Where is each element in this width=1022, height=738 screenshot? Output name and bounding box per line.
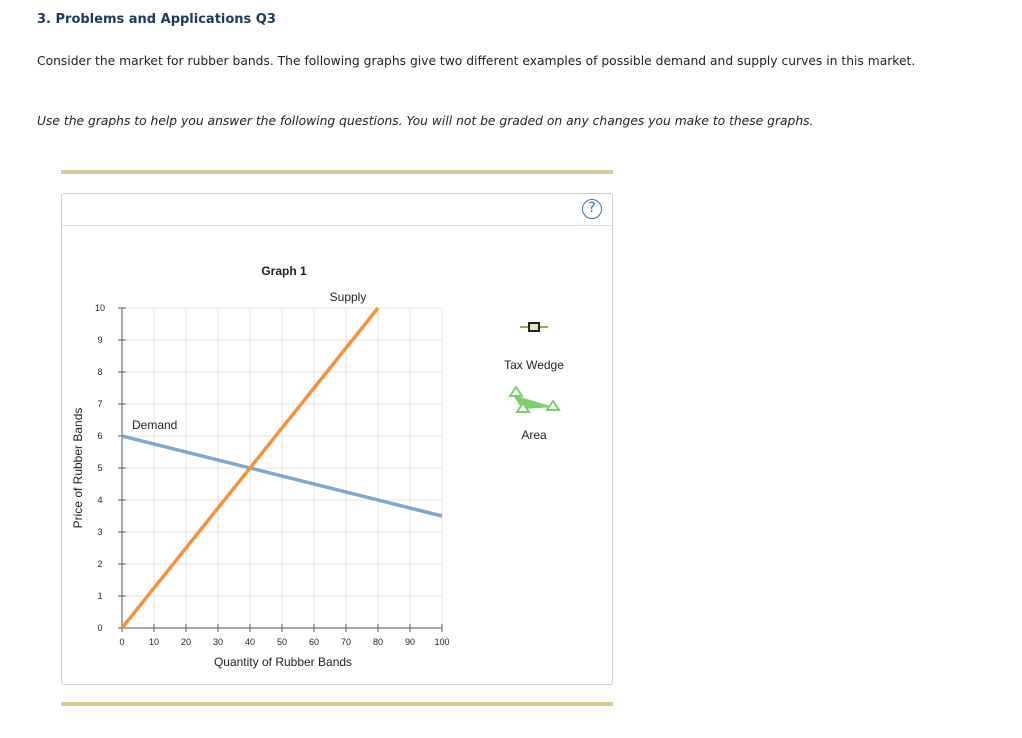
bottom-divider bbox=[61, 702, 613, 706]
x-tick-label: 0 bbox=[119, 637, 125, 647]
axes bbox=[118, 308, 442, 632]
y-tick-label: 3 bbox=[97, 527, 103, 537]
y-tick-label: 6 bbox=[97, 431, 103, 441]
y-tick-label: 4 bbox=[97, 495, 103, 505]
tax-wedge-label: Tax Wedge bbox=[504, 358, 564, 372]
y-tick-label: 0 bbox=[97, 623, 103, 633]
graph-panel bbox=[61, 193, 613, 685]
area-label: Area bbox=[521, 428, 547, 442]
x-tick-label: 30 bbox=[212, 637, 224, 647]
y-axis-label: Price of Rubber Bands bbox=[71, 407, 85, 529]
area-tool[interactable] bbox=[510, 387, 559, 442]
x-tick-label: 50 bbox=[276, 637, 288, 647]
y-tick-label: 9 bbox=[97, 335, 103, 345]
x-tick-label: 80 bbox=[372, 637, 384, 647]
tax-wedge-icon bbox=[529, 323, 539, 331]
y-tick-label: 8 bbox=[97, 367, 103, 377]
top-divider bbox=[61, 170, 613, 174]
y-tick-label: 1 bbox=[97, 591, 103, 601]
area-vertex-right-icon bbox=[547, 401, 559, 410]
x-tick-label: 100 bbox=[434, 637, 450, 647]
chart-title: Graph 1 bbox=[261, 264, 307, 278]
area-icon bbox=[513, 395, 554, 409]
chart-labels bbox=[71, 264, 450, 669]
y-tick-label: 5 bbox=[97, 463, 103, 473]
y-tick-label: 7 bbox=[97, 399, 103, 409]
y-tick-label: 2 bbox=[97, 559, 103, 569]
y-tick-label: 10 bbox=[94, 303, 106, 313]
area-vertex-top-icon bbox=[510, 387, 522, 396]
x-tick-label: 10 bbox=[148, 637, 160, 647]
question-title: 3. Problems and Applications Q3 bbox=[37, 12, 276, 27]
x-tick-label: 90 bbox=[404, 637, 416, 647]
demand-label: Demand bbox=[132, 418, 178, 432]
x-tick-label: 70 bbox=[340, 637, 352, 647]
x-axis-label: Quantity of Rubber Bands bbox=[213, 655, 353, 669]
grid-lines bbox=[122, 308, 442, 628]
x-tick-label: 60 bbox=[308, 637, 320, 647]
x-tick-label: 20 bbox=[180, 637, 192, 647]
question-intro: Consider the market for rubber bands. The following graphs give two different examples of possible demand and supply curves in this market. bbox=[37, 54, 916, 68]
graph-1-chart[interactable] bbox=[62, 194, 612, 684]
supply-label: Supply bbox=[329, 290, 367, 304]
question-instructions: Use the graphs to help you answer the following questions. You will not be graded on any changes you make to these graphs. bbox=[37, 114, 814, 128]
tax-wedge-tool[interactable] bbox=[504, 323, 564, 372]
help-button[interactable]: ? bbox=[582, 199, 602, 219]
x-tick-label: 40 bbox=[244, 637, 256, 647]
